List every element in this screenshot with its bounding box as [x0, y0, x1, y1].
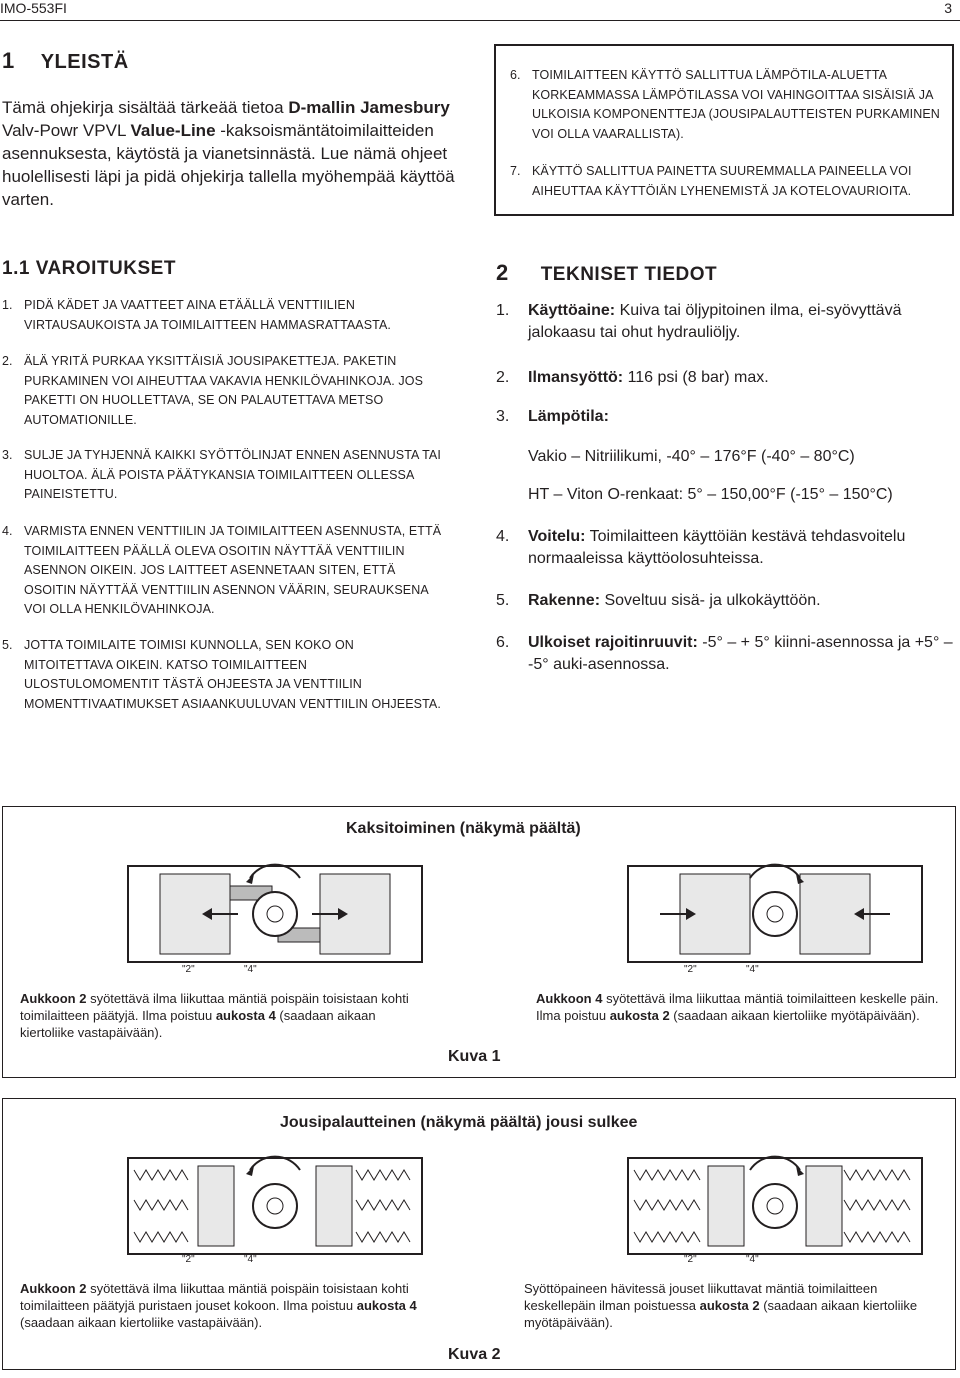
left-piston	[708, 1166, 744, 1246]
caption-emphasis: Aukkoon 2	[20, 1281, 87, 1296]
port-4-label: "4"	[746, 1254, 759, 1265]
item-label: Lämpötila:	[528, 408, 609, 425]
figure-1-label: Kuva 1	[448, 1048, 501, 1065]
item-number: 4.	[2, 524, 13, 538]
page-number: 3	[944, 0, 952, 16]
item-text: KÄYTTÖ SALLITTUA PAINETTA SUUREMMALLA PAINEELLA VOI AIHEUTTAA KÄYTTÖIÄN LYHENEMISTÄ JA KOTELOVAURIOITA.	[532, 164, 912, 198]
item-text: TOIMILAITTEEN KÄYTTÖ SALLITTUA LÄMPÖTILA-ALUETTA KORKEAMMASSA LÄMPÖTILASSA VOI VAHINGOITTAA SISÄISIÄ JA ULKOISIA KOMPONENTTEJA (JOUSIPALAUTTEISTEN PURKAMINEN VOI OLLA VAARALLISTA).	[532, 68, 940, 141]
right-piston	[806, 1166, 842, 1246]
warning-list-item	[2, 636, 444, 714]
item-number: 2.	[496, 369, 510, 386]
right-springs	[356, 1170, 410, 1242]
item-text: VARMISTA ENNEN VENTTIILIN JA TOIMILAITTEEN ASENNUSTA, ETTÄ TOIMILAITTEEN PÄÄLLÄ OLEVA OSOITIN NÄYTTÄÄ VENTTIILIN ASENNON OIKEIN. JOS LAITTEET ASENNETAAN SITEN, ETTÄ OSOITIN NÄYTTÄÄ VENTTIILIN ASENNON VÄÄRIN, SEURAUKSENA VOI OLLA HENKILÖVAHINKOJA.	[24, 524, 442, 616]
actuator-diagram-spring-return-right	[620, 1140, 930, 1270]
figure-2-caption-left	[20, 1280, 424, 1331]
item-number: 3.	[2, 448, 13, 462]
section-1-1-title: 1.1 VAROITUKSET	[2, 258, 176, 279]
item-text: Kuiva tai öljypitoinen ilma, ei-syövyttävä jalokaasu tai ohut hydrauliöljy.	[528, 302, 902, 341]
port-2-label: "2"	[684, 1254, 697, 1265]
warning-list-item	[2, 352, 444, 430]
actuator-diagram-double-acting-left	[120, 848, 430, 978]
port-4-label: "4"	[244, 964, 257, 975]
warning-list-item	[2, 296, 444, 335]
item-text: -5° – + 5° kiinni-asennossa ja +5° – -5° auki-asennossa.	[528, 634, 953, 673]
rotation-arrowhead	[246, 874, 254, 884]
item-number: 1.	[2, 298, 13, 312]
right-springs	[844, 1170, 910, 1242]
left-springs	[134, 1170, 188, 1242]
caption-text: syötettävä ilma liikuttaa mäntiä poispäin toisistaan kohti toimilaitteen päätyjä. Ilma poistuu	[20, 991, 409, 1023]
caption-emphasis: Aukkoon 2	[20, 991, 87, 1006]
temperature-ht: HT – Viton O-renkaat: 5° – 150,00°F (-15° – 150°C)	[528, 486, 893, 503]
item-number: 5.	[496, 592, 510, 609]
item-label: Voitelu:	[528, 528, 586, 545]
port-2-label: "2"	[182, 964, 195, 975]
caption-text: (saadaan aikaan kiertoliike myötäpäivään).	[524, 1298, 918, 1330]
caption-text: syötettävä ilma liikuttaa mäntiä poispäin toisistaan kohti toimilaitteen päätyjä puristaen jouset kokoon. Ilma poistuu	[20, 1281, 409, 1313]
caption-text: Syöttöpaineen hävitessä jouset liikuttavat mäntiä toimilaitteen keskellepäin ilman poistuessa	[524, 1281, 878, 1313]
tech-item	[496, 406, 956, 428]
caption-text: (saadaan aikaan kiertoliike vastapäivään).	[20, 1008, 376, 1040]
port-2-label: "2"	[182, 1254, 195, 1265]
header-rule	[0, 20, 960, 21]
item-number: 1.	[496, 302, 510, 319]
actuator-diagram-double-acting-right	[620, 848, 930, 978]
caption-emphasis: aukosta 4	[215, 1008, 276, 1023]
rotation-arrowhead	[246, 1166, 254, 1176]
item-number: 2.	[2, 354, 13, 368]
figure-2-label: Kuva 2	[448, 1346, 501, 1363]
section-2-heading	[496, 260, 717, 286]
item-text: PIDÄ KÄDET JA VAATTEET AINA ETÄÄLLÄ VENTTIILIEN VIRTAUSAUKOISTA JA TOIMILAITTEEN HAMMASRATTAASTA.	[24, 298, 392, 332]
section-2-number: 2	[496, 260, 509, 285]
pinion-shaft	[267, 1198, 283, 1214]
port-4-label: "4"	[244, 1254, 257, 1265]
port-2-label: "2"	[684, 964, 697, 975]
tech-item	[496, 632, 956, 676]
section-1-title: YLEISTÄ	[40, 51, 129, 73]
pinion-shaft	[767, 906, 783, 922]
caption-text: (saadaan aikaan kiertoliike vastapäivään).	[20, 1315, 263, 1330]
caption-emphasis: aukosta 2	[699, 1298, 760, 1313]
tech-item	[496, 367, 956, 389]
tech-item	[496, 300, 956, 344]
figure-1-caption-right	[536, 990, 940, 1024]
intro-text: -kaksoismäntätoimilaitteiden asennuksesta, käytöstä ja vianetsinnästä. Lue nämä ohjeet huolellisesti läpi ja pidä ohjekirja tallella myöhempää käyttöä varten.	[2, 121, 455, 209]
item-number: 6.	[496, 634, 510, 651]
item-number: 7.	[510, 164, 521, 178]
section-1-heading	[2, 48, 129, 74]
warning-list-item	[2, 446, 444, 505]
item-text: Toimilaitteen käyttöiän kestävä tehdasvoitelu normaaleissa käyttöolosuhteissa.	[528, 528, 906, 567]
intro-series: Value-Line	[130, 121, 216, 140]
warning-list-item	[2, 522, 444, 620]
caption-text: (saadaan aikaan kiertoliike myötäpäivään).	[669, 1008, 920, 1023]
intro-text: Tämä ohjekirja sisältää tärkeää tietoa	[2, 98, 289, 117]
pinion-shaft	[767, 1198, 783, 1214]
caption-emphasis: aukosta 4	[356, 1298, 417, 1313]
item-text: JOTTA TOIMILAITE TOIMISI KUNNOLLA, SEN KOKO ON MITOITETTAVA OIKEIN. KATSO TOIMILAITTEEN ULOSTULOMOMENTIT TÄSTÄ OHJEESTA JA VENTTIILIN MOMENTTIVAATIMUKSET ASIAANKUULUVAN VENTTIILIN OHJEESTA.	[24, 638, 441, 711]
temperature-standard: Vakio – Nitriilikumi, -40° – 176°F (-40° – 80°C)	[528, 448, 855, 465]
intro-model: D-mallin Jamesbury	[288, 98, 450, 117]
actuator-diagram-spring-return-left	[120, 1140, 430, 1270]
rotation-arrowhead	[796, 1166, 804, 1176]
figure-2-title: Jousipalautteinen (näkymä päältä) jousi sulkee	[280, 1114, 638, 1131]
pinion-shaft	[267, 906, 283, 922]
item-text: ÄLÄ YRITÄ PURKAA YKSITTÄISIÄ JOUSIPAKETTEJA. PAKETIN PURKAMINEN VOI AIHEUTTAA VAKAVIA HENKILÖVAHINKOJA. JOS PAKETTI ON HUOLLETTAVA, SE ON PALAUTETTAVA METSO AUTOMATIONILLE.	[24, 354, 424, 427]
tech-item	[496, 526, 956, 570]
figure-1-title: Kaksitoiminen (näkymä päältä)	[346, 820, 581, 837]
warning-box	[494, 44, 954, 216]
item-number: 6.	[510, 68, 521, 82]
right-piston	[316, 1166, 352, 1246]
caption-emphasis: aukosta 2	[609, 1008, 670, 1023]
item-label: Rakenne:	[528, 592, 601, 609]
item-label: Käyttöaine:	[528, 302, 616, 319]
intro-text: Valv-Powr VPVL	[2, 121, 131, 140]
item-number: 5.	[2, 638, 13, 652]
left-springs	[634, 1170, 700, 1242]
tech-item	[496, 590, 956, 612]
item-label: Ulkoiset rajoitinruuvit:	[528, 634, 698, 651]
item-text: 116 psi (8 bar) max.	[623, 369, 769, 386]
item-text: Soveltuu sisä- ja ulkokäyttöön.	[600, 592, 821, 609]
item-number: 4.	[496, 528, 510, 545]
item-text: SULJE JA TYHJENNÄ KAIKKI SYÖTTÖLINJAT ENNEN ASENNUSTA TAI HUOLTOA. ÄLÄ POISTA PÄÄTYKANSIA TOIMILAITTEEN OLLESSA PAINEISTETTU.	[24, 448, 441, 501]
section-2-title: TEKNISET TIEDOT	[540, 264, 718, 285]
caption-text: syötettävä ilma liikuttaa mäntiä toimilaitteen keskelle päin. Ilma poistuu	[536, 991, 939, 1023]
figure-1-caption-left	[20, 990, 424, 1041]
warning-item-7	[510, 162, 940, 201]
left-piston	[198, 1166, 234, 1246]
section-1-number: 1	[2, 48, 15, 73]
intro-paragraph	[2, 96, 464, 211]
figure-2-caption-right	[524, 1280, 940, 1331]
port-4-label: "4"	[746, 964, 759, 975]
document-id: IMO-553FI	[0, 0, 67, 16]
warning-item-6	[510, 66, 940, 144]
caption-emphasis: Aukkoon 4	[536, 991, 603, 1006]
item-label: Ilmansyöttö:	[528, 369, 624, 386]
item-number: 3.	[496, 408, 510, 425]
